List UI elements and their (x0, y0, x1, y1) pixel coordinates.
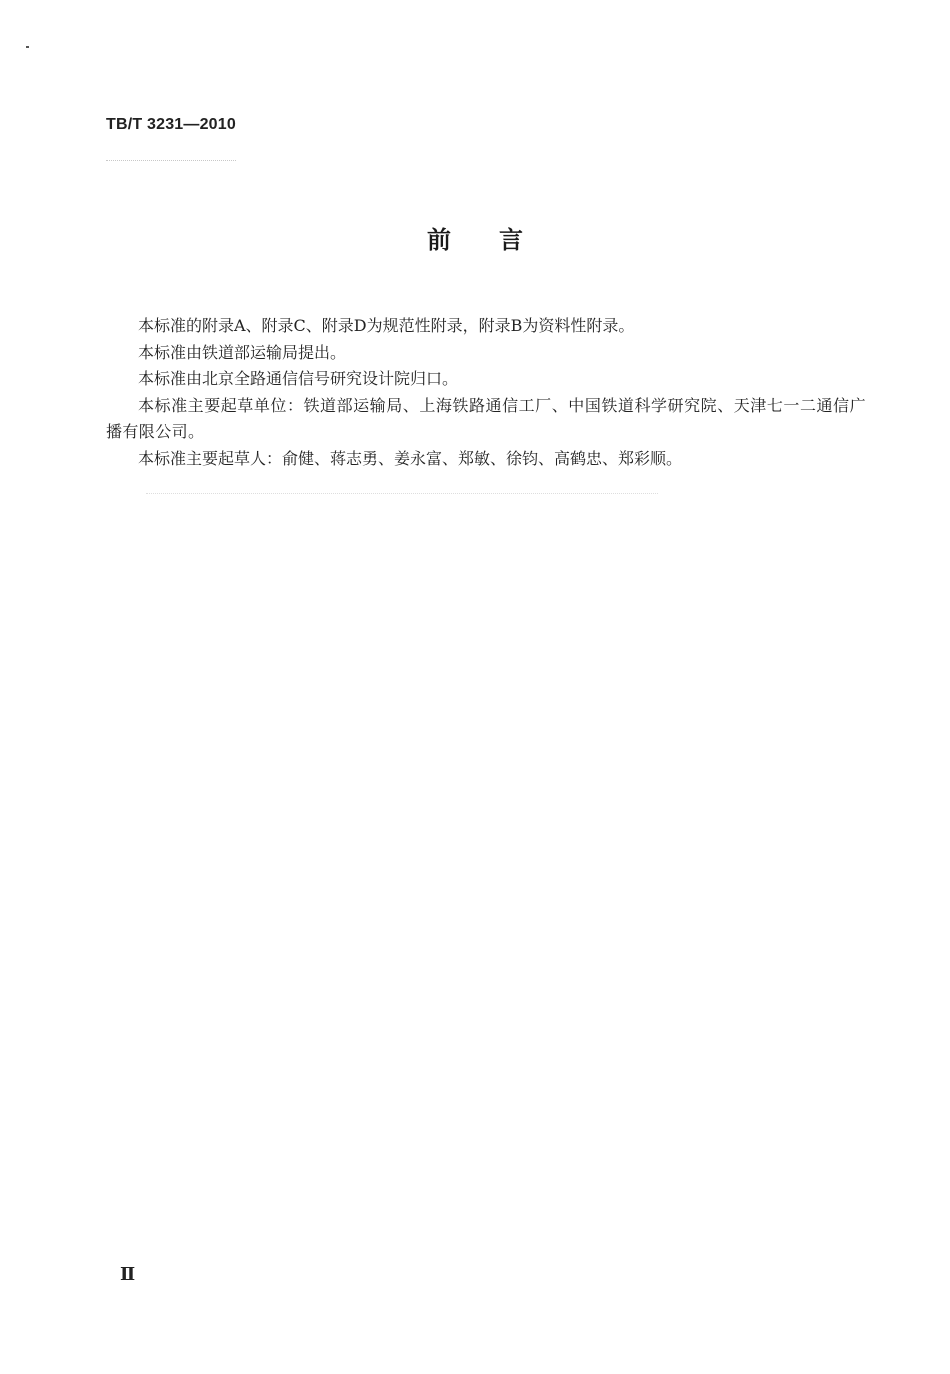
paragraph-drafting-units: 本标准主要起草单位：铁道部运输局、上海铁路通信工厂、中国铁道科学研究院、天津七一二通信广播有限公司。 (106, 395, 866, 441)
paragraph-proposer: 本标准由铁道部运输局提出。 (138, 342, 347, 362)
paragraph-annex-note: 本标准的附录A、附录C、附录D为规范性附录，附录B为资料性附录。 (138, 316, 635, 335)
header-rule (106, 160, 236, 161)
page-number: Ⅱ (120, 1264, 136, 1285)
scan-artifact-rule (146, 493, 658, 494)
foreword-body (106, 313, 866, 472)
paragraph-drafters: 本标准主要起草人：俞健、蒋志勇、姜永富、郑敏、徐钧、高鹤忠、郑彩顺。 (138, 448, 683, 468)
document-code: TB/T 3231—2010 (106, 116, 236, 133)
paragraph-administrator: 本标准由北京全路通信信号研究设计院归口。 (138, 369, 459, 388)
page-title: 前言 (427, 226, 571, 254)
scan-speck (26, 46, 29, 48)
